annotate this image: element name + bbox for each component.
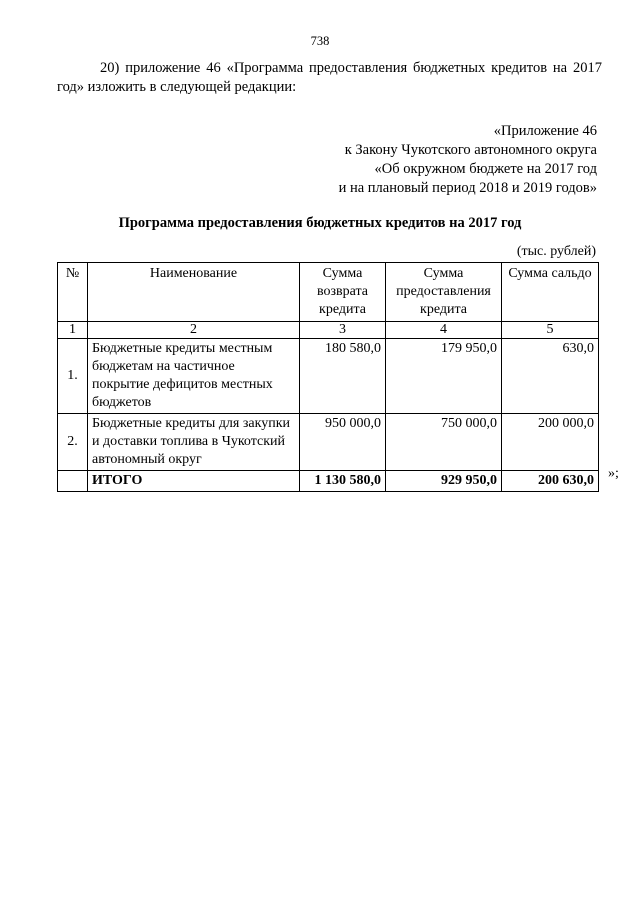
row-return-amount: 180 580,0 bbox=[300, 339, 386, 414]
annex-line-4: и на плановый период 2018 и 2019 годов» bbox=[338, 180, 597, 196]
column-index-row bbox=[58, 322, 599, 339]
header-provision: Сумма предоставления кредита bbox=[386, 263, 502, 322]
row-number: 2. bbox=[58, 414, 88, 471]
column-index: 5 bbox=[502, 322, 599, 339]
total-label: ИТОГО bbox=[88, 471, 300, 492]
row-balance-amount: 200 000,0 bbox=[502, 414, 599, 471]
total-row bbox=[58, 471, 599, 492]
column-index: 4 bbox=[386, 322, 502, 339]
annex-reference bbox=[277, 122, 597, 198]
annex-line-2: к Закону Чукотского автономного округа bbox=[344, 142, 597, 158]
column-index: 3 bbox=[300, 322, 386, 339]
total-empty-cell bbox=[58, 471, 88, 492]
annex-line-3: «Об окружном бюджете на 2017 год bbox=[374, 161, 597, 177]
closing-quote: »; bbox=[608, 466, 619, 481]
total-balance-amount: 200 630,0 bbox=[502, 471, 599, 492]
row-name: Бюджетные кредиты для закупки и доставки топлива в Чукотский автономный округ bbox=[88, 414, 300, 471]
row-name: Бюджетные кредиты местным бюджетам на частичное покрытие дефицитов местных бюджетов bbox=[88, 339, 300, 414]
table-row bbox=[58, 339, 599, 414]
header-balance: Сумма сальдо bbox=[502, 263, 599, 322]
row-balance-amount: 630,0 bbox=[502, 339, 599, 414]
header-name: Наименование bbox=[88, 263, 300, 322]
row-provision-amount: 179 950,0 bbox=[386, 339, 502, 414]
table-header-row bbox=[58, 263, 599, 322]
row-number: 1. bbox=[58, 339, 88, 414]
table-row bbox=[58, 414, 599, 471]
row-provision-amount: 750 000,0 bbox=[386, 414, 502, 471]
total-return-amount: 1 130 580,0 bbox=[300, 471, 386, 492]
intro-paragraph: 20) приложение 46 «Программа предоставления бюджетных кредитов на 2017 год» изложить в следующей редакции: bbox=[57, 60, 602, 95]
annex-line-1: «Приложение 46 bbox=[493, 123, 597, 139]
total-provision-amount: 929 950,0 bbox=[386, 471, 502, 492]
document-title: Программа предоставления бюджетных кредитов на 2017 год bbox=[118, 215, 522, 231]
column-index: 2 bbox=[88, 322, 300, 339]
units-note: (тыс. рублей) bbox=[516, 244, 596, 259]
column-index: 1 bbox=[58, 322, 88, 339]
budget-credits-table bbox=[57, 262, 599, 492]
header-return: Сумма возврата кредита bbox=[300, 263, 386, 322]
header-num: № bbox=[58, 263, 88, 322]
row-return-amount: 950 000,0 bbox=[300, 414, 386, 471]
page-number: 738 bbox=[310, 34, 330, 48]
